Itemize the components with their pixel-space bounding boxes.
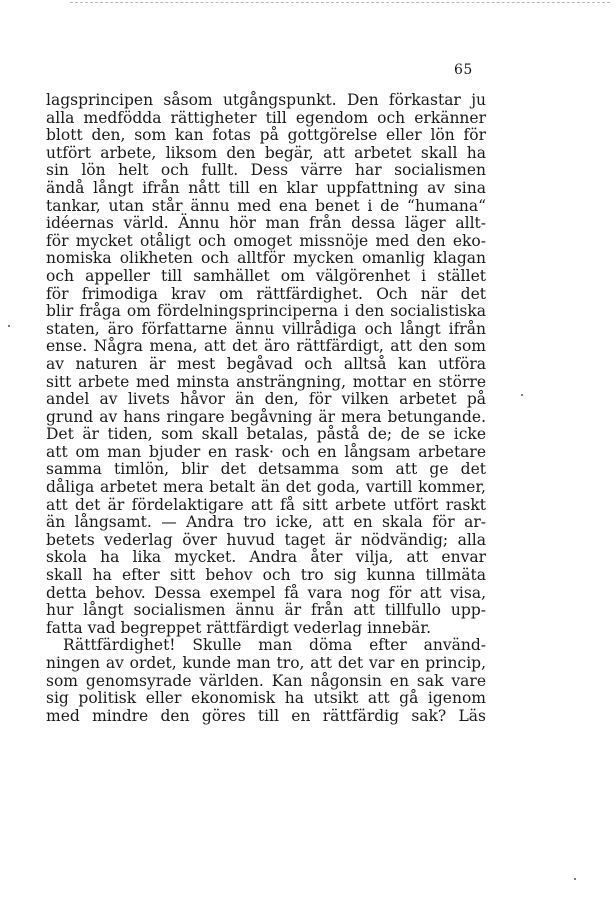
text-line: med mindre den göres till en rättfärdig sak? Läs xyxy=(46,706,486,725)
text-line: än långsamt. — Andra tro icke, att en skala för ar- xyxy=(46,513,486,532)
paragraph-start-line: Rättfärdighet! Skulle man döma efter använd- xyxy=(63,636,486,655)
paper-speck xyxy=(574,878,576,880)
top-edge-rule xyxy=(70,2,610,3)
text-line: dåliga arbetet mera betalt än det goda, vartill kommer, xyxy=(46,478,486,497)
text-line: att om man bjuder en rask· och en långsam arbetare xyxy=(46,442,486,461)
text-line: grund av hans ringare begåvning är mera betungande. xyxy=(46,407,486,426)
text-line: av naturen är mest begåvad och alltså kan utföra xyxy=(46,354,486,373)
text-line: blir fråga om fördelningsprinciperna i den socialistiska xyxy=(46,302,486,321)
text-line: lagsprincipen såsom utgångspunkt. Den förkastar ju xyxy=(46,91,486,109)
page-body-text xyxy=(46,92,486,725)
text-line: ningen av ordet, kunde man tro, att det var en princip, xyxy=(46,654,486,672)
text-line: hur långt socialismen ännu är från att tillfullo upp- xyxy=(46,601,486,620)
text-line: staten, äro författarne ännu villrådiga och långt ifrån xyxy=(46,319,486,338)
text-line: skall ha efter sitt behov och tro sig kunna tillmäta xyxy=(46,566,486,585)
text-line: sitt arbete med minsta ansträngning, mottar en större xyxy=(46,372,486,391)
text-line: sig politisk eller ekonomisk ha utsikt att gå igenom xyxy=(46,689,486,708)
text-line: att det är fördelaktigare att få sitt arbete utfört raskt xyxy=(46,495,486,514)
text-line: andel av livets håvor än den, för vilken arbetet på xyxy=(46,390,486,409)
text-line: skola ha lika mycket. Andra åter vilja, att envar xyxy=(46,548,486,567)
text-line: utfört arbete, liksom den begär, att arbetet skall ha xyxy=(46,143,486,162)
text-line: detta behov. Dessa exempel få vara nog för att visa, xyxy=(46,583,486,602)
paper-speck xyxy=(8,325,10,327)
paragraph-end-line: fatta vad begreppet rättfärdigt vederlag innebär. xyxy=(46,618,432,637)
text-line: sin lön helt och fullt. Dess värre har socialismen xyxy=(46,161,486,180)
text-line: för frimodiga krav om rättfärdighet. Och när det xyxy=(46,284,486,303)
text-line: tankar, utan står ännu med ena benet i de “humana“ xyxy=(46,196,486,215)
text-line: nomiska olikheten och alltför mycken omanlig klagan xyxy=(46,249,486,268)
text-line: ändå långt ifrån nått till en klar uppfattning av sina xyxy=(46,178,486,197)
text-line: Det är tiden, som skall betalas, påstå de; de se icke xyxy=(46,425,486,444)
text-line: betets vederlag över huvud taget är nödvändig; alla xyxy=(46,530,486,549)
text-line: blott den, som kan fotas på gottgörelse eller lön för xyxy=(46,126,486,145)
text-line: ense. Några mena, att det äro rättfärdigt, att den som xyxy=(46,337,486,356)
text-line: för mycket otåligt och omoget missnöje med den eko- xyxy=(46,231,486,250)
text-line: idéernas värld. Ännu hör man från dessa läger allt- xyxy=(46,214,486,233)
text-line: och appeller till samhället om välgörenhet i stället xyxy=(46,266,486,285)
text-line: samma timlön, blir det detsamma som att ge det xyxy=(46,460,486,479)
page-number: 65 xyxy=(454,62,473,78)
paper-speck xyxy=(521,394,523,396)
text-line: alla medfödda rättigheter till egendom och erkänner xyxy=(46,108,486,127)
text-line: som genomsyrade världen. Kan någonsin en sak vare xyxy=(46,671,486,690)
